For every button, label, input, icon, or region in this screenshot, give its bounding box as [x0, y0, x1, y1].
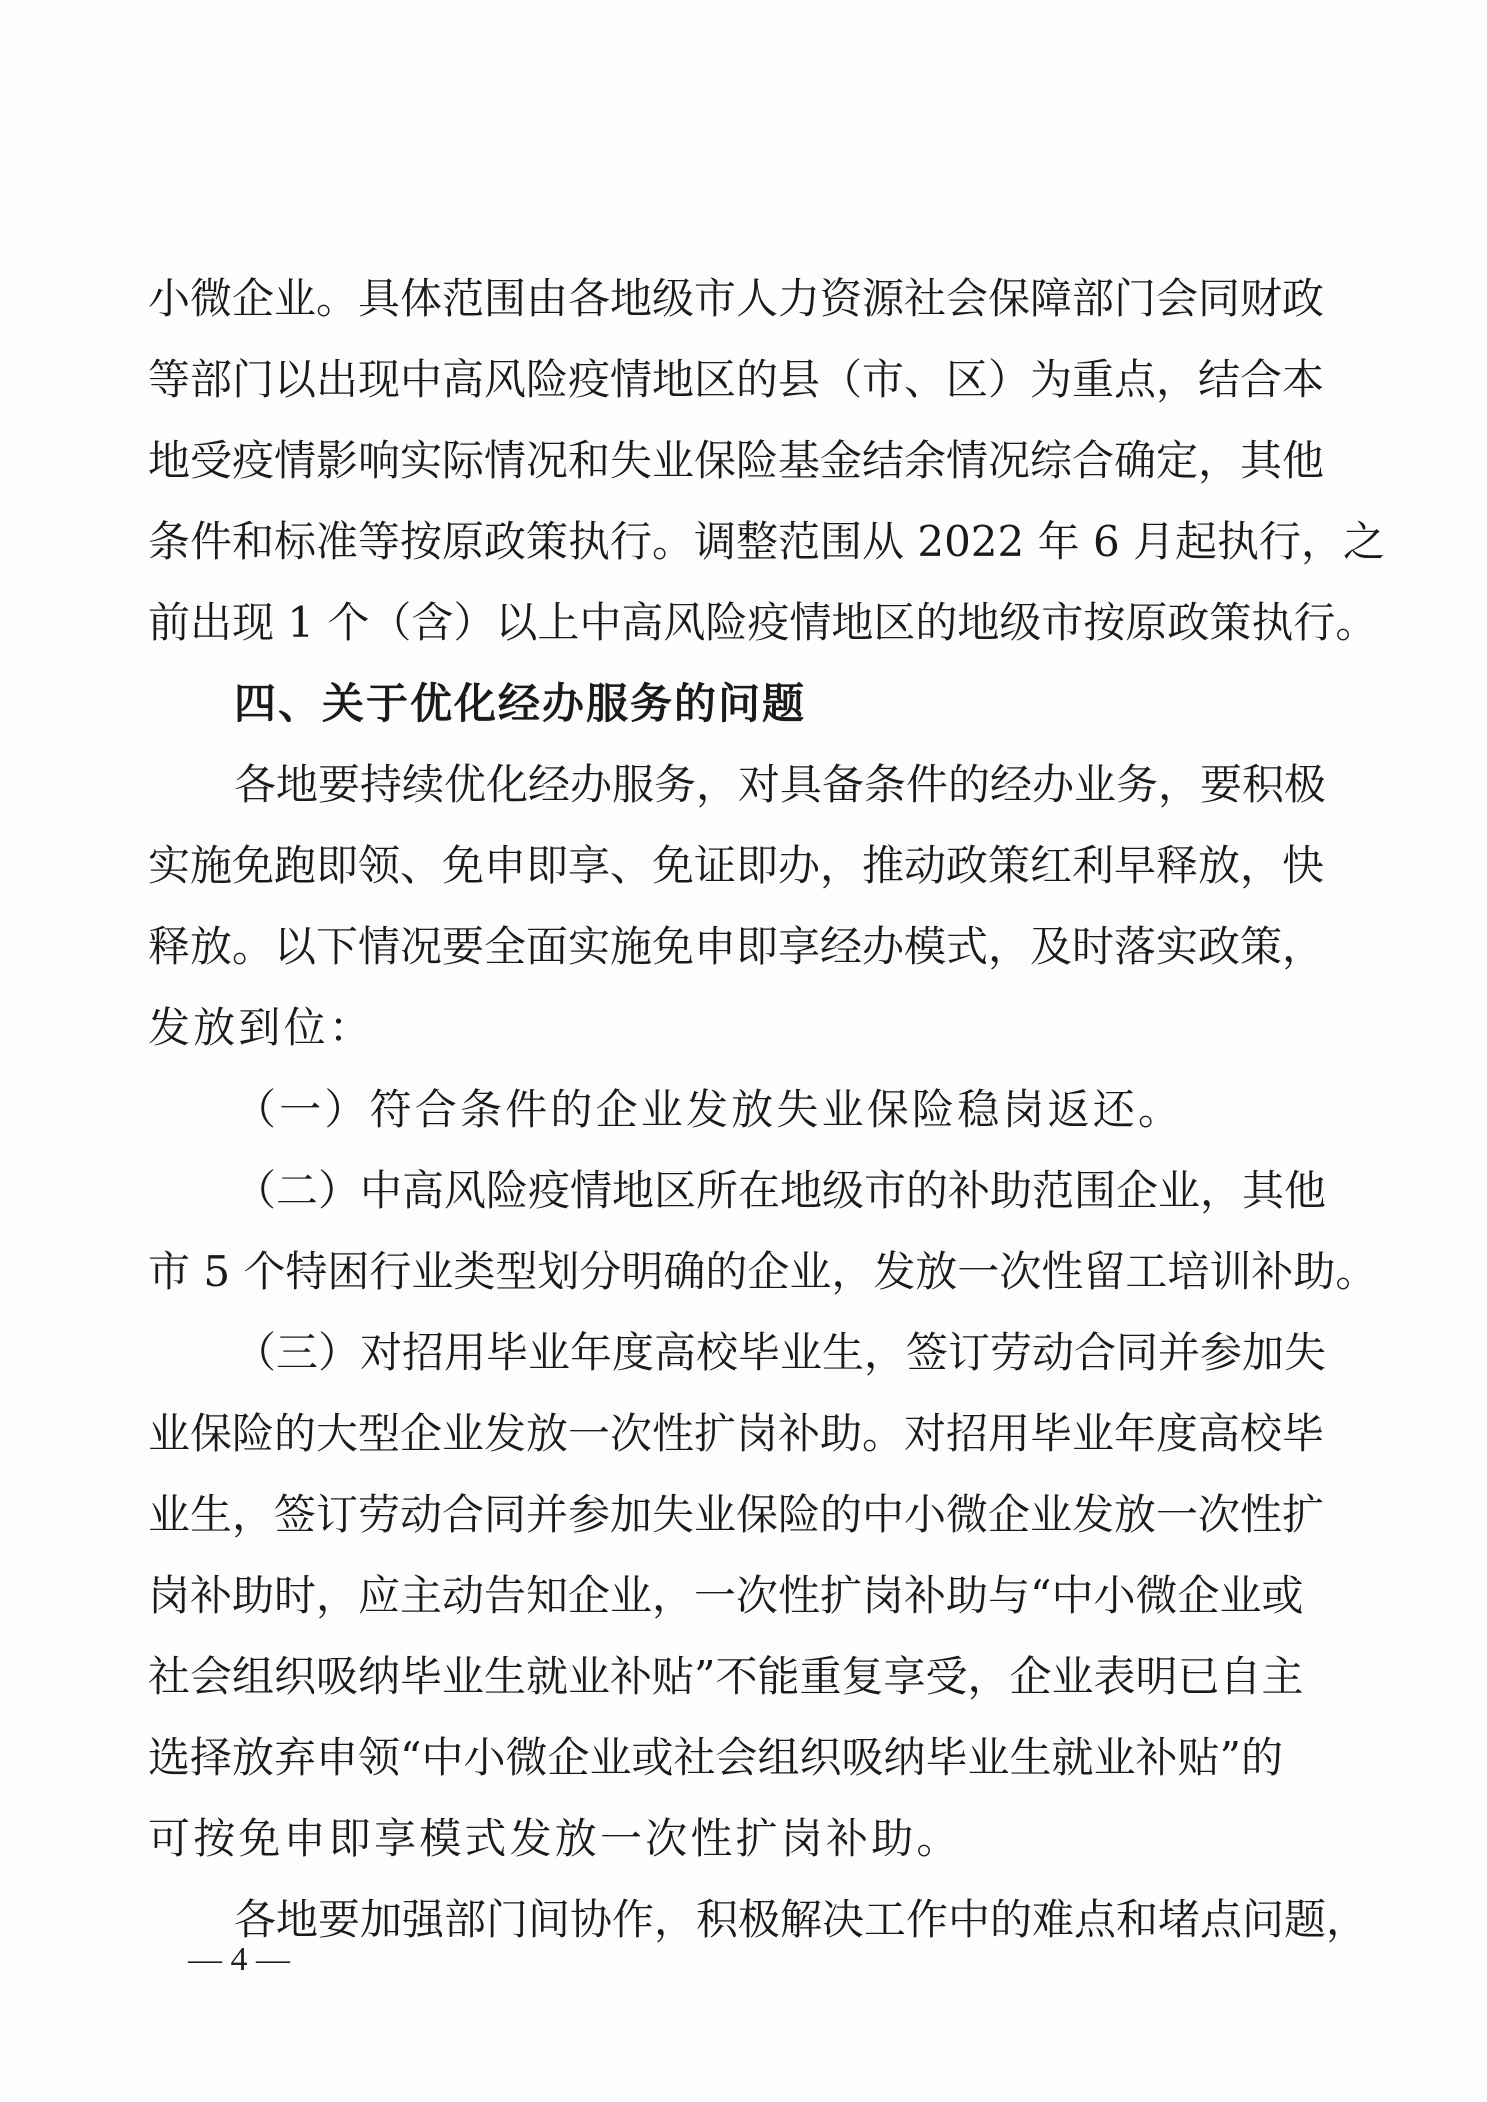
body-text-line: 岗补助时，应主动告知企业，一次性扩岗补助与“中小微企业或 — [148, 1571, 1304, 1620]
body-text-line: 市 5 个特困行业类型划分明确的企业，发放一次性留工培训补助。 — [148, 1247, 1378, 1296]
body-text-line: 小微企业。具体范围由各地级市人力资源社会保障部门会同财政 — [148, 274, 1325, 323]
body-text-line: 可按免申即享模式发放一次性扩岗补助。 — [148, 1814, 962, 1863]
list-item-text: （二）中高风险疫情地区所在地级市的补助范围企业，其他 — [234, 1166, 1327, 1215]
page-number: — 4 — — [188, 1941, 290, 1978]
body-text-line: 条件和标准等按原政策执行。调整范围从 2022 年 6 月起执行，之 — [148, 517, 1386, 566]
body-text-line: 等部门以出现中高风险疫情地区的县（市、区）为重点，结合本 — [148, 355, 1325, 404]
list-item-text: （一）符合条件的企业发放失业保险稳岗返还。 — [234, 1085, 1184, 1134]
body-text-line: 业生，签订劳动合同并参加失业保险的中小微企业发放一次性扩 — [148, 1490, 1325, 1539]
body-text-line: 释放。以下情况要全面实施免申即享经办模式，及时落实政策， — [148, 922, 1325, 971]
body-text-line: 业保险的大型企业发放一次性扩岗补助。对招用毕业年度高校毕 — [148, 1409, 1325, 1458]
section-heading: 四、关于优化经办服务的问题 — [234, 679, 807, 728]
body-text-line: 地受疫情影响实际情况和失业保险基金结余情况综合确定，其他 — [148, 436, 1325, 485]
list-item-text: （三）对招用毕业年度高校毕业生，签订劳动合同并参加失 — [234, 1328, 1327, 1377]
body-text-line: 前出现 1 个（含）以上中高风险疫情地区的地级市按原政策执行。 — [148, 598, 1378, 647]
body-text-line: 实施免跑即领、免申即享、免证即办，推动政策红利早释放，快 — [148, 841, 1325, 890]
body-text-line: 发放到位： — [148, 1003, 375, 1052]
body-text-line: 社会组织吸纳毕业生就业补贴”不能重复享受，企业表明已自主 — [148, 1652, 1304, 1701]
body-text-line: 各地要加强部门间协作，积极解决工作中的难点和堵点问题， — [234, 1895, 1369, 1944]
body-text-line: 选择放弃申领“中小微企业或社会组织吸纳毕业生就业补贴”的 — [148, 1733, 1283, 1782]
body-text-line: 各地要持续优化经办服务，对具备条件的经办业务，要积极 — [234, 760, 1327, 809]
